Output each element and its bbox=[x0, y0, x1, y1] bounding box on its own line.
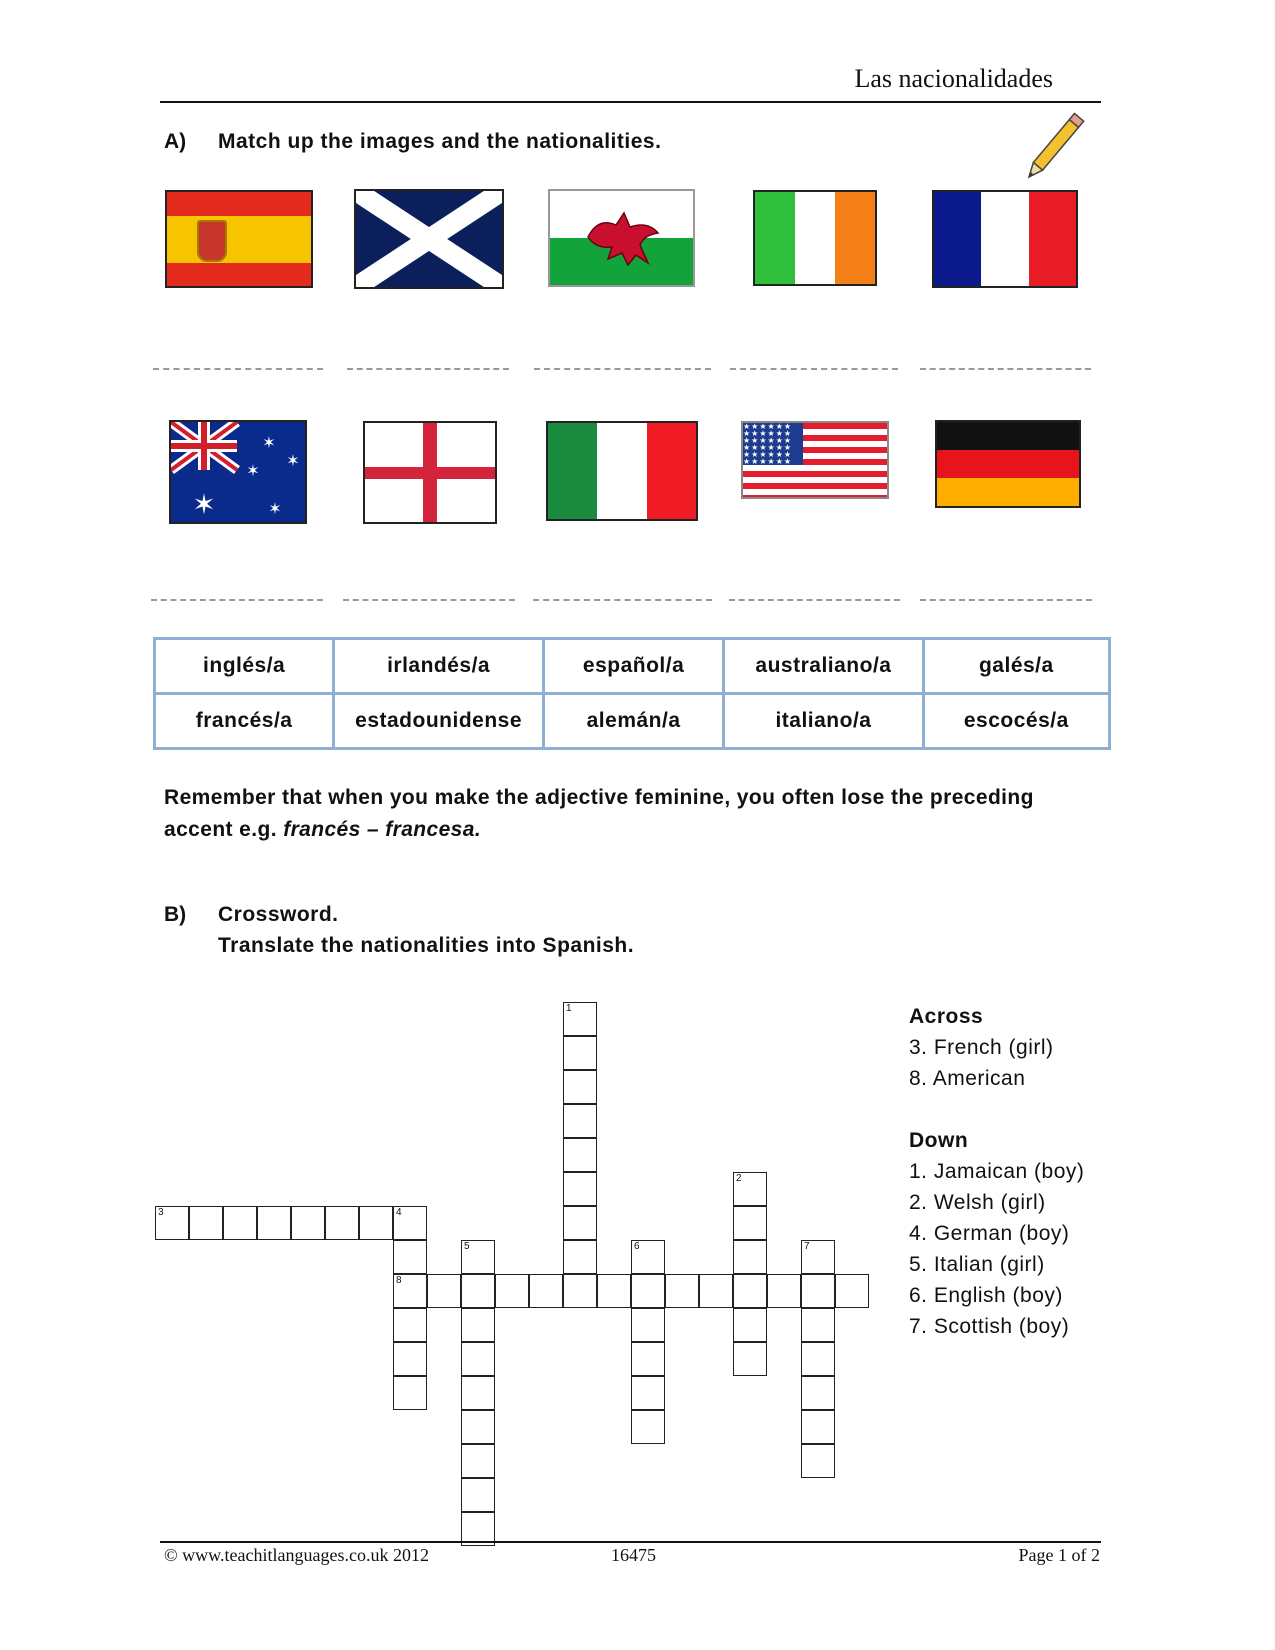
crossword-cell[interactable] bbox=[631, 1410, 665, 1444]
crossword-cell[interactable] bbox=[393, 1206, 427, 1240]
word-cell: irlandés/a bbox=[334, 639, 544, 694]
crossword-cell[interactable] bbox=[733, 1206, 767, 1240]
crossword-cell[interactable] bbox=[461, 1274, 495, 1308]
italy-flag bbox=[546, 421, 698, 521]
crossword-cell[interactable] bbox=[461, 1308, 495, 1342]
clue-down: 7. Scottish (boy) bbox=[909, 1315, 1070, 1338]
australia-flag bbox=[169, 420, 307, 524]
clue-down: 5. Italian (girl) bbox=[909, 1253, 1045, 1276]
crossword-cell[interactable] bbox=[563, 1172, 597, 1206]
footer-copyright: © www.teachitlanguages.co.uk 2012 bbox=[164, 1545, 429, 1565]
ireland-flag bbox=[753, 190, 877, 286]
crossword-cell[interactable] bbox=[393, 1240, 427, 1274]
clues-panel bbox=[909, 1001, 1084, 1342]
clue-number: 4 bbox=[396, 1207, 402, 1218]
crossword-cell[interactable] bbox=[767, 1274, 801, 1308]
crossword-cell[interactable] bbox=[631, 1308, 665, 1342]
crossword-cell[interactable] bbox=[291, 1206, 325, 1240]
crossword-cell[interactable] bbox=[563, 1002, 597, 1036]
svg-text:✶: ✶ bbox=[262, 433, 276, 452]
england-flag bbox=[363, 421, 497, 524]
crossword-cell[interactable] bbox=[563, 1240, 597, 1274]
crossword-cell[interactable] bbox=[461, 1444, 495, 1478]
crossword-cell[interactable] bbox=[495, 1274, 529, 1308]
crossword-cell[interactable] bbox=[801, 1376, 835, 1410]
crossword-cell[interactable] bbox=[733, 1342, 767, 1376]
clue-number: 8 bbox=[396, 1275, 402, 1286]
crossword-cell[interactable] bbox=[393, 1342, 427, 1376]
answer-line[interactable] bbox=[151, 599, 323, 601]
answer-line[interactable] bbox=[729, 599, 900, 601]
svg-text:✶: ✶ bbox=[192, 488, 216, 521]
svg-text:✶: ✶ bbox=[268, 499, 282, 518]
france-flag bbox=[932, 190, 1078, 288]
crossword-cell[interactable] bbox=[631, 1342, 665, 1376]
across-heading: Across bbox=[909, 1005, 984, 1028]
word-cell: australiano/a bbox=[724, 639, 923, 694]
down-heading: Down bbox=[909, 1129, 969, 1152]
crossword-cell[interactable] bbox=[733, 1308, 767, 1342]
crossword-cell[interactable] bbox=[665, 1274, 699, 1308]
note-text: Remember that when you make the adjective feminine, you often lose the preceding accent e.g. bbox=[164, 786, 1034, 841]
section-b-title: Crossword. bbox=[218, 903, 339, 926]
clue-number: 6 bbox=[634, 1241, 640, 1252]
crossword-cell[interactable] bbox=[461, 1240, 495, 1274]
page-title: Las nacionalidades bbox=[854, 64, 1053, 93]
crossword-cell[interactable] bbox=[393, 1274, 427, 1308]
germany-flag bbox=[935, 420, 1081, 508]
crossword-cell[interactable] bbox=[801, 1274, 835, 1308]
crossword-cell[interactable] bbox=[155, 1206, 189, 1240]
crossword-cell[interactable] bbox=[801, 1410, 835, 1444]
crossword-cell[interactable] bbox=[563, 1104, 597, 1138]
word-cell: estadounidense bbox=[334, 694, 544, 749]
section-a-instruction: Match up the images and the nationalities. bbox=[218, 130, 662, 153]
clue-down: 2. Welsh (girl) bbox=[909, 1191, 1046, 1214]
answer-line[interactable] bbox=[920, 368, 1091, 370]
answer-line[interactable] bbox=[920, 599, 1092, 601]
answer-line[interactable] bbox=[343, 599, 515, 601]
word-cell: francés/a bbox=[155, 694, 334, 749]
answer-line[interactable] bbox=[153, 368, 323, 370]
svg-text:✶: ✶ bbox=[246, 461, 260, 480]
crossword-cell[interactable] bbox=[223, 1206, 257, 1240]
crossword-cell[interactable] bbox=[529, 1274, 563, 1308]
word-cell: inglés/a bbox=[155, 639, 334, 694]
header-rule bbox=[160, 101, 1101, 103]
accent-note bbox=[164, 782, 1109, 846]
clue-number: 2 bbox=[736, 1173, 742, 1184]
crossword-cell[interactable] bbox=[563, 1138, 597, 1172]
answer-line[interactable] bbox=[347, 368, 509, 370]
section-a-letter: A) bbox=[164, 130, 187, 153]
crossword-cell[interactable] bbox=[461, 1410, 495, 1444]
crossword-cell[interactable] bbox=[257, 1206, 291, 1240]
wales-flag bbox=[548, 189, 695, 287]
clue-number: 1 bbox=[566, 1003, 572, 1014]
clue-across: 8. American bbox=[909, 1067, 1026, 1090]
crossword-cell[interactable] bbox=[835, 1274, 869, 1308]
crossword-cell[interactable] bbox=[325, 1206, 359, 1240]
crossword-cell[interactable] bbox=[801, 1342, 835, 1376]
crossword-cell[interactable] bbox=[631, 1240, 665, 1274]
crossword-cell[interactable] bbox=[427, 1274, 461, 1308]
crossword-cell[interactable] bbox=[563, 1206, 597, 1240]
crossword-cell[interactable] bbox=[359, 1206, 393, 1240]
crossword-cell[interactable] bbox=[597, 1274, 631, 1308]
clue-number: 3 bbox=[158, 1207, 164, 1218]
section-b-instruction: Translate the nationalities into Spanish. bbox=[218, 934, 635, 957]
crossword-cell[interactable] bbox=[733, 1274, 767, 1308]
crossword-cell[interactable] bbox=[631, 1274, 665, 1308]
crossword-cell[interactable] bbox=[563, 1274, 597, 1308]
crossword-cell[interactable] bbox=[733, 1240, 767, 1274]
crossword-cell[interactable] bbox=[189, 1206, 223, 1240]
pencil-icon bbox=[1018, 106, 1098, 182]
crossword-cell[interactable] bbox=[801, 1444, 835, 1478]
word-cell: italiano/a bbox=[724, 694, 923, 749]
footer-rule bbox=[160, 1541, 1101, 1543]
clue-across: 3. French (girl) bbox=[909, 1036, 1054, 1059]
word-cell: español/a bbox=[543, 639, 723, 694]
word-cell: escocés/a bbox=[923, 694, 1109, 749]
section-b-letter: B) bbox=[164, 903, 187, 926]
footer-page: Page 1 of 2 bbox=[1018, 1545, 1100, 1565]
crossword-cell[interactable] bbox=[563, 1070, 597, 1104]
crossword-cell[interactable] bbox=[461, 1478, 495, 1512]
footer-code: 16475 bbox=[611, 1545, 656, 1565]
usa-flag: ★★★★★★ ★★★★★★ ★★★★★★ ★★★★★★ ★★★★★★ ★★★★★★ bbox=[741, 421, 889, 499]
word-cell: alemán/a bbox=[543, 694, 723, 749]
crossword-cell[interactable] bbox=[563, 1036, 597, 1070]
crossword-cell[interactable] bbox=[393, 1308, 427, 1342]
table-row bbox=[155, 639, 1110, 694]
spain-flag bbox=[165, 190, 313, 288]
clue-number: 5 bbox=[464, 1241, 470, 1252]
crossword-cell[interactable] bbox=[801, 1240, 835, 1274]
clue-down: 6. English (boy) bbox=[909, 1284, 1063, 1307]
table-row bbox=[155, 694, 1110, 749]
answer-line[interactable] bbox=[534, 368, 711, 370]
crossword-cell[interactable] bbox=[393, 1376, 427, 1410]
crossword-cell[interactable] bbox=[801, 1308, 835, 1342]
answer-line[interactable] bbox=[730, 368, 898, 370]
clue-down: 1. Jamaican (boy) bbox=[909, 1160, 1085, 1183]
crossword-cell[interactable] bbox=[461, 1342, 495, 1376]
crossword-cell[interactable] bbox=[461, 1376, 495, 1410]
word-cell: galés/a bbox=[923, 639, 1109, 694]
nationality-word-table bbox=[153, 637, 1111, 750]
answer-line[interactable] bbox=[533, 599, 712, 601]
crossword-cell[interactable] bbox=[631, 1376, 665, 1410]
scotland-flag bbox=[354, 189, 504, 289]
clue-down: 4. German (boy) bbox=[909, 1222, 1070, 1245]
crossword-cell[interactable] bbox=[699, 1274, 733, 1308]
clue-number: 7 bbox=[804, 1241, 810, 1252]
svg-text:✶: ✶ bbox=[286, 451, 300, 470]
note-example: francés – francesa. bbox=[283, 818, 482, 841]
crossword-cell[interactable] bbox=[733, 1172, 767, 1206]
